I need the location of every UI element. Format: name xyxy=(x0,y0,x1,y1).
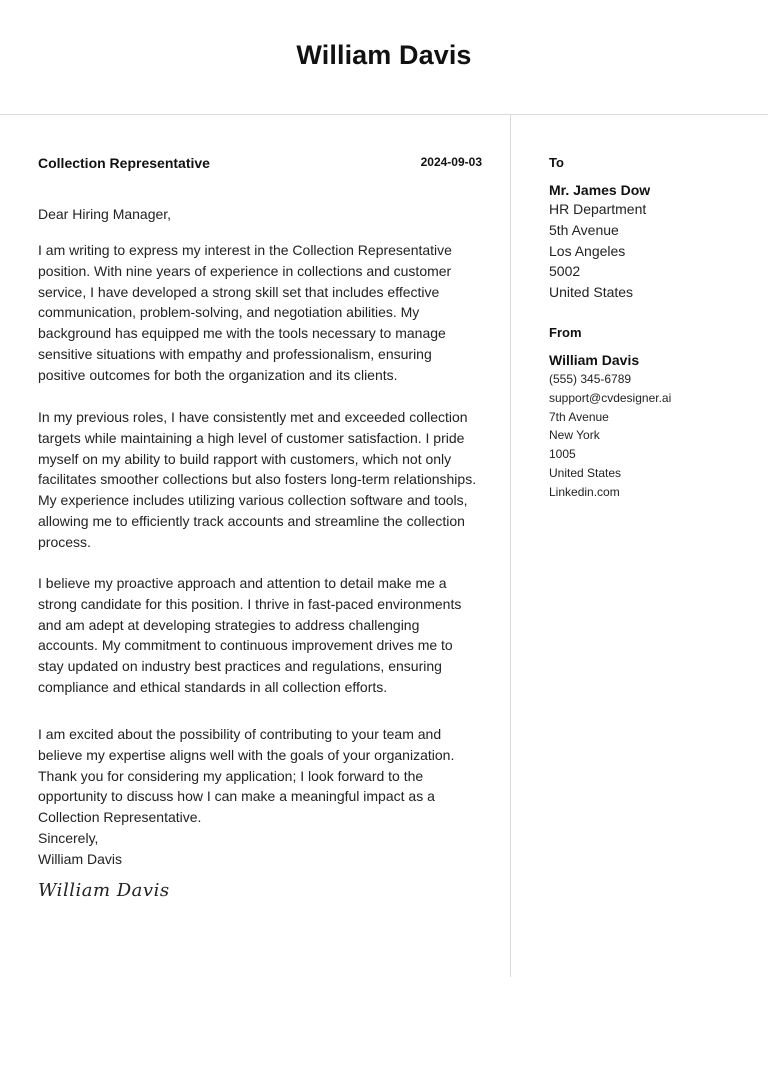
recipient-country: United States xyxy=(549,284,634,301)
sender-country: United States xyxy=(549,465,622,480)
paragraph-1: I am writing to express my interest in the Collection Representative position. With nine years of experience in collections and customer service, I have developed a strong skill set that includes effective communication, problem-solving, and negotiation abilities. My background has equipped me with the tools necessary to manage sensitive situations with empathy and professionalism, ensuring positive outcomes for both the organization and its clients. xyxy=(38,242,452,383)
sender-street: 7th Avenue xyxy=(549,409,609,424)
recipient-zip: 5002 xyxy=(549,263,581,280)
recipient-department: HR Department xyxy=(549,201,647,217)
letter-body xyxy=(38,152,482,901)
sender-email: support@cvdesigner.ai xyxy=(549,390,672,405)
column-divider xyxy=(510,115,511,977)
closing-block xyxy=(38,828,122,870)
job-row xyxy=(38,152,482,174)
sender-phone: (555) 345-6789 xyxy=(549,371,632,386)
job-title: Collection Representative xyxy=(38,155,210,171)
paragraph-3: I believe my proactive approach and attention to detail make me a strong candidate for this position. I thrive in fast-paced environments and am adept at developing strategies to address challenging accounts. My commitment to continuous improvement drives me to stay updated on industry best practices and regulations, ensuring compliance and ethical standards in all collection efforts. xyxy=(38,575,462,695)
recipient-street: 5th Avenue xyxy=(549,221,619,238)
recipient-city: Los Angeles xyxy=(549,242,626,259)
sender-zip: 1005 xyxy=(549,447,576,462)
closing-name: William Davis xyxy=(38,850,122,867)
to-label: To xyxy=(549,155,564,170)
sender-website: Linkedin.com xyxy=(549,484,620,499)
paragraph-2: In my previous roles, I have consistently met and exceeded collection targets while maintaining a high level of customer satisfaction. I pride myself on my ability to build rapport with customers, which not only facilitates smoother collections but also fosters long-term relationships. My experience includes utilizing various collection software and tools, allowing me to efficiently track accounts and streamline the collection process. xyxy=(38,409,477,550)
paragraph-4: I am excited about the possibility of contributing to your team and believe my expertise aligns well with the goals of your organization. Thank you for considering my application; I look forward to the opportunity to discuss how I can make a meaningful impact as a Collection Representative. xyxy=(38,726,455,826)
sender-city: New York xyxy=(549,428,600,443)
greeting: Dear Hiring Manager, xyxy=(38,206,172,222)
recipient-name: Mr. James Dow xyxy=(549,182,651,198)
handwritten-signature: William Davis xyxy=(38,880,170,901)
from-label: From xyxy=(549,324,582,340)
applicant-name-title: William Davis xyxy=(296,40,472,70)
closing-salutation: Sincerely, xyxy=(38,830,99,846)
letter-date: 2024-09-03 xyxy=(420,155,482,169)
letter-header xyxy=(0,0,768,115)
sender-name: William Davis xyxy=(549,351,640,368)
address-sidebar xyxy=(549,152,759,502)
